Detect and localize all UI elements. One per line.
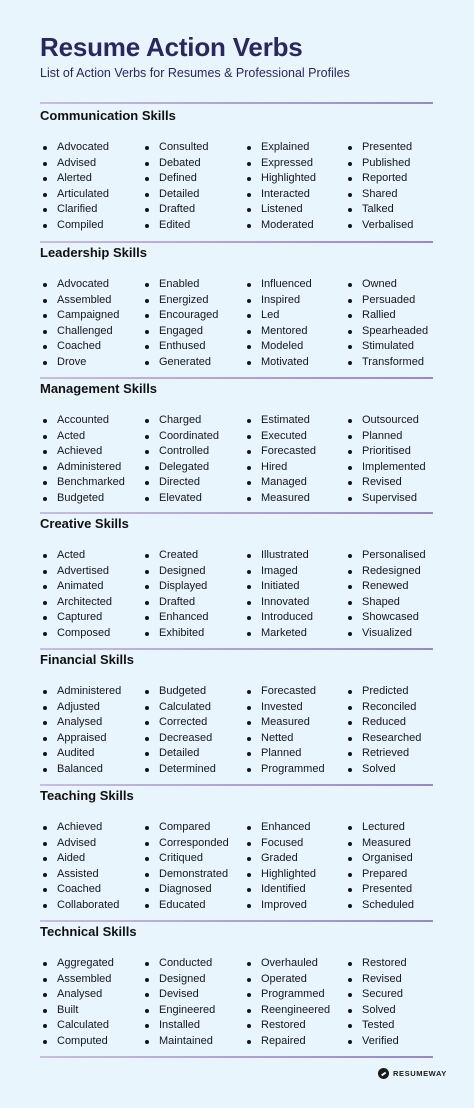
verb-grid xyxy=(40,956,440,1050)
verb-item: Estimated xyxy=(244,413,345,429)
verb-item: Engaged xyxy=(142,324,244,340)
verb-item: Organised xyxy=(345,851,440,867)
verb-item: Introduced xyxy=(244,610,345,626)
verb-item: Elevated xyxy=(142,491,244,507)
verb-item: Edited xyxy=(142,218,244,234)
verb-item: Achieved xyxy=(40,820,142,836)
section-title: Creative Skills xyxy=(40,516,129,531)
verb-item: Displayed xyxy=(142,579,244,595)
divider xyxy=(40,102,433,104)
section-title: Management Skills xyxy=(40,381,158,396)
verb-item: Netted xyxy=(244,731,345,747)
verb-item: Benchmarked xyxy=(40,475,142,491)
verb-item: Identified xyxy=(244,882,345,898)
verb-item: Planned xyxy=(244,746,345,762)
verb-item: Reported xyxy=(345,171,440,187)
verb-item: Assembled xyxy=(40,293,142,309)
verb-item: Assisted xyxy=(40,867,142,883)
verb-item: Predicted xyxy=(345,684,440,700)
verb-item: Advised xyxy=(40,836,142,852)
verb-item: Animated xyxy=(40,579,142,595)
verb-item: Managed xyxy=(244,475,345,491)
verb-item: Aggregated xyxy=(40,956,142,972)
verb-item: Explained xyxy=(244,140,345,156)
divider xyxy=(40,377,433,379)
verb-item: Transformed xyxy=(345,355,440,371)
verb-item: Enabled xyxy=(142,277,244,293)
verb-item: Presented xyxy=(345,140,440,156)
verb-grid xyxy=(40,548,440,642)
verb-item: Renewed xyxy=(345,579,440,595)
verb-item: Solved xyxy=(345,1003,440,1019)
divider xyxy=(40,512,433,514)
verb-item: Detailed xyxy=(142,187,244,203)
verb-item: Personalised xyxy=(345,548,440,564)
verb-item: Reengineered xyxy=(244,1003,345,1019)
verb-item: Corresponded xyxy=(142,836,244,852)
verb-item: Energized xyxy=(142,293,244,309)
verb-item: Composed xyxy=(40,626,142,642)
verb-item: Forecasted xyxy=(244,684,345,700)
verb-item: Built xyxy=(40,1003,142,1019)
verb-item: Compared xyxy=(142,820,244,836)
verb-item: Prepared xyxy=(345,867,440,883)
verb-item: Devised xyxy=(142,987,244,1003)
verb-item: Acted xyxy=(40,548,142,564)
verb-item: Measured xyxy=(345,836,440,852)
verb-item: Exhibited xyxy=(142,626,244,642)
verb-item: Engineered xyxy=(142,1003,244,1019)
verb-item: Shaped xyxy=(345,595,440,611)
verb-item: Revised xyxy=(345,475,440,491)
verb-item: Created xyxy=(142,548,244,564)
verb-item: Marketed xyxy=(244,626,345,642)
page-title: Resume Action Verbs xyxy=(40,32,303,62)
verb-item: Rallied xyxy=(345,308,440,324)
verb-item: Designed xyxy=(142,972,244,988)
resumeway-logo-icon xyxy=(378,1068,389,1079)
verb-item: Aided xyxy=(40,851,142,867)
verb-item: Innovated xyxy=(244,595,345,611)
verb-item: Determined xyxy=(142,762,244,778)
verb-item: Talked xyxy=(345,202,440,218)
verb-item: Collaborated xyxy=(40,898,142,914)
verb-item: Restored xyxy=(244,1018,345,1034)
verb-grid xyxy=(40,277,440,371)
verb-item: Outsourced xyxy=(345,413,440,429)
verb-item: Expressed xyxy=(244,156,345,172)
verb-item: Alerted xyxy=(40,171,142,187)
section-title: Financial Skills xyxy=(40,652,134,667)
verb-item: Interacted xyxy=(244,187,345,203)
verb-item: Drove xyxy=(40,355,142,371)
verb-item: Detailed xyxy=(142,746,244,762)
verb-item: Visualized xyxy=(345,626,440,642)
verb-item: Overhauled xyxy=(244,956,345,972)
verb-item: Directed xyxy=(142,475,244,491)
verb-item: Invested xyxy=(244,700,345,716)
brand-logo xyxy=(378,1068,447,1079)
page-subtitle: List of Action Verbs for Resumes & Professional Profiles xyxy=(40,66,350,80)
verb-item: Architected xyxy=(40,595,142,611)
verb-item: Imaged xyxy=(244,564,345,580)
verb-item: Coordinated xyxy=(142,429,244,445)
verb-item: Encouraged xyxy=(142,308,244,324)
verb-item: Charged xyxy=(142,413,244,429)
verb-item: Drafted xyxy=(142,595,244,611)
verb-item: Coached xyxy=(40,339,142,355)
verb-item: Supervised xyxy=(345,491,440,507)
verb-item: Diagnosed xyxy=(142,882,244,898)
verb-item: Calculated xyxy=(142,700,244,716)
verb-item: Spearheaded xyxy=(345,324,440,340)
verb-item: Accounted xyxy=(40,413,142,429)
verb-item: Verbalised xyxy=(345,218,440,234)
verb-item: Audited xyxy=(40,746,142,762)
verb-item: Coached xyxy=(40,882,142,898)
verb-item: Analysed xyxy=(40,715,142,731)
verb-item: Compiled xyxy=(40,218,142,234)
verb-item: Retrieved xyxy=(345,746,440,762)
verb-item: Planned xyxy=(345,429,440,445)
verb-item: Enthused xyxy=(142,339,244,355)
verb-item: Initiated xyxy=(244,579,345,595)
verb-item: Highlighted xyxy=(244,171,345,187)
verb-item: Listened xyxy=(244,202,345,218)
verb-item: Shared xyxy=(345,187,440,203)
verb-item: Scheduled xyxy=(345,898,440,914)
verb-item: Defined xyxy=(142,171,244,187)
verb-item: Stimulated xyxy=(345,339,440,355)
verb-item: Forecasted xyxy=(244,444,345,460)
section-title: Leadership Skills xyxy=(40,245,147,260)
section-title: Communication Skills xyxy=(40,108,176,123)
verb-item: Challenged xyxy=(40,324,142,340)
verb-item: Enhanced xyxy=(142,610,244,626)
verb-item: Programmed xyxy=(244,762,345,778)
verb-item: Adjusted xyxy=(40,700,142,716)
verb-item: Advised xyxy=(40,156,142,172)
verb-item: Inspired xyxy=(244,293,345,309)
verb-item: Implemented xyxy=(345,460,440,476)
verb-item: Conducted xyxy=(142,956,244,972)
verb-item: Budgeted xyxy=(40,491,142,507)
verb-item: Highlighted xyxy=(244,867,345,883)
verb-item: Executed xyxy=(244,429,345,445)
verb-item: Lectured xyxy=(345,820,440,836)
verb-item: Installed xyxy=(142,1018,244,1034)
verb-item: Researched xyxy=(345,731,440,747)
divider xyxy=(40,648,433,650)
verb-item: Improved xyxy=(244,898,345,914)
verb-item: Motivated xyxy=(244,355,345,371)
verb-item: Graded xyxy=(244,851,345,867)
verb-item: Restored xyxy=(345,956,440,972)
verb-item: Published xyxy=(345,156,440,172)
verb-item: Designed xyxy=(142,564,244,580)
verb-item: Solved xyxy=(345,762,440,778)
verb-item: Campaigned xyxy=(40,308,142,324)
verb-item: Assembled xyxy=(40,972,142,988)
verb-grid xyxy=(40,684,440,778)
verb-item: Administered xyxy=(40,684,142,700)
verb-item: Measured xyxy=(244,491,345,507)
verb-item: Decreased xyxy=(142,731,244,747)
verb-item: Secured xyxy=(345,987,440,1003)
verb-item: Maintained xyxy=(142,1034,244,1050)
verb-item: Advocated xyxy=(40,277,142,293)
verb-item: Owned xyxy=(345,277,440,293)
verb-grid xyxy=(40,413,440,507)
verb-item: Prioritised xyxy=(345,444,440,460)
verb-item: Presented xyxy=(345,882,440,898)
verb-item: Administered xyxy=(40,460,142,476)
divider xyxy=(40,920,433,922)
verb-item: Enhanced xyxy=(244,820,345,836)
verb-item: Clarified xyxy=(40,202,142,218)
verb-item: Moderated xyxy=(244,218,345,234)
verb-grid xyxy=(40,820,440,914)
verb-item: Appraised xyxy=(40,731,142,747)
verb-item: Reconciled xyxy=(345,700,440,716)
verb-item: Redesigned xyxy=(345,564,440,580)
verb-item: Influenced xyxy=(244,277,345,293)
divider xyxy=(40,784,433,786)
verb-item: Debated xyxy=(142,156,244,172)
verb-item: Articulated xyxy=(40,187,142,203)
verb-item: Operated xyxy=(244,972,345,988)
verb-item: Calculated xyxy=(40,1018,142,1034)
verb-item: Programmed xyxy=(244,987,345,1003)
verb-item: Critiqued xyxy=(142,851,244,867)
verb-item: Balanced xyxy=(40,762,142,778)
verb-item: Advocated xyxy=(40,140,142,156)
verb-item: Captured xyxy=(40,610,142,626)
section-title: Teaching Skills xyxy=(40,788,134,803)
verb-item: Hired xyxy=(244,460,345,476)
verb-item: Persuaded xyxy=(345,293,440,309)
verb-item: Budgeted xyxy=(142,684,244,700)
verb-item: Focused xyxy=(244,836,345,852)
divider xyxy=(40,1056,433,1058)
verb-item: Repaired xyxy=(244,1034,345,1050)
section-title: Technical Skills xyxy=(40,924,137,939)
verb-item: Achieved xyxy=(40,444,142,460)
verb-item: Showcased xyxy=(345,610,440,626)
verb-item: Measured xyxy=(244,715,345,731)
divider xyxy=(40,241,433,243)
verb-item: Led xyxy=(244,308,345,324)
verb-item: Consulted xyxy=(142,140,244,156)
verb-item: Delegated xyxy=(142,460,244,476)
verb-item: Mentored xyxy=(244,324,345,340)
verb-item: Computed xyxy=(40,1034,142,1050)
verb-item: Controlled xyxy=(142,444,244,460)
verb-item: Analysed xyxy=(40,987,142,1003)
verb-grid xyxy=(40,140,440,234)
verb-item: Modeled xyxy=(244,339,345,355)
verb-item: Reduced xyxy=(345,715,440,731)
verb-item: Illustrated xyxy=(244,548,345,564)
verb-item: Generated xyxy=(142,355,244,371)
verb-item: Tested xyxy=(345,1018,440,1034)
verb-item: Acted xyxy=(40,429,142,445)
verb-item: Educated xyxy=(142,898,244,914)
verb-item: Advertised xyxy=(40,564,142,580)
verb-item: Revised xyxy=(345,972,440,988)
brand-name: RESUMEWAY xyxy=(393,1069,447,1078)
verb-item: Verified xyxy=(345,1034,440,1050)
verb-item: Drafted xyxy=(142,202,244,218)
verb-item: Demonstrated xyxy=(142,867,244,883)
verb-item: Corrected xyxy=(142,715,244,731)
